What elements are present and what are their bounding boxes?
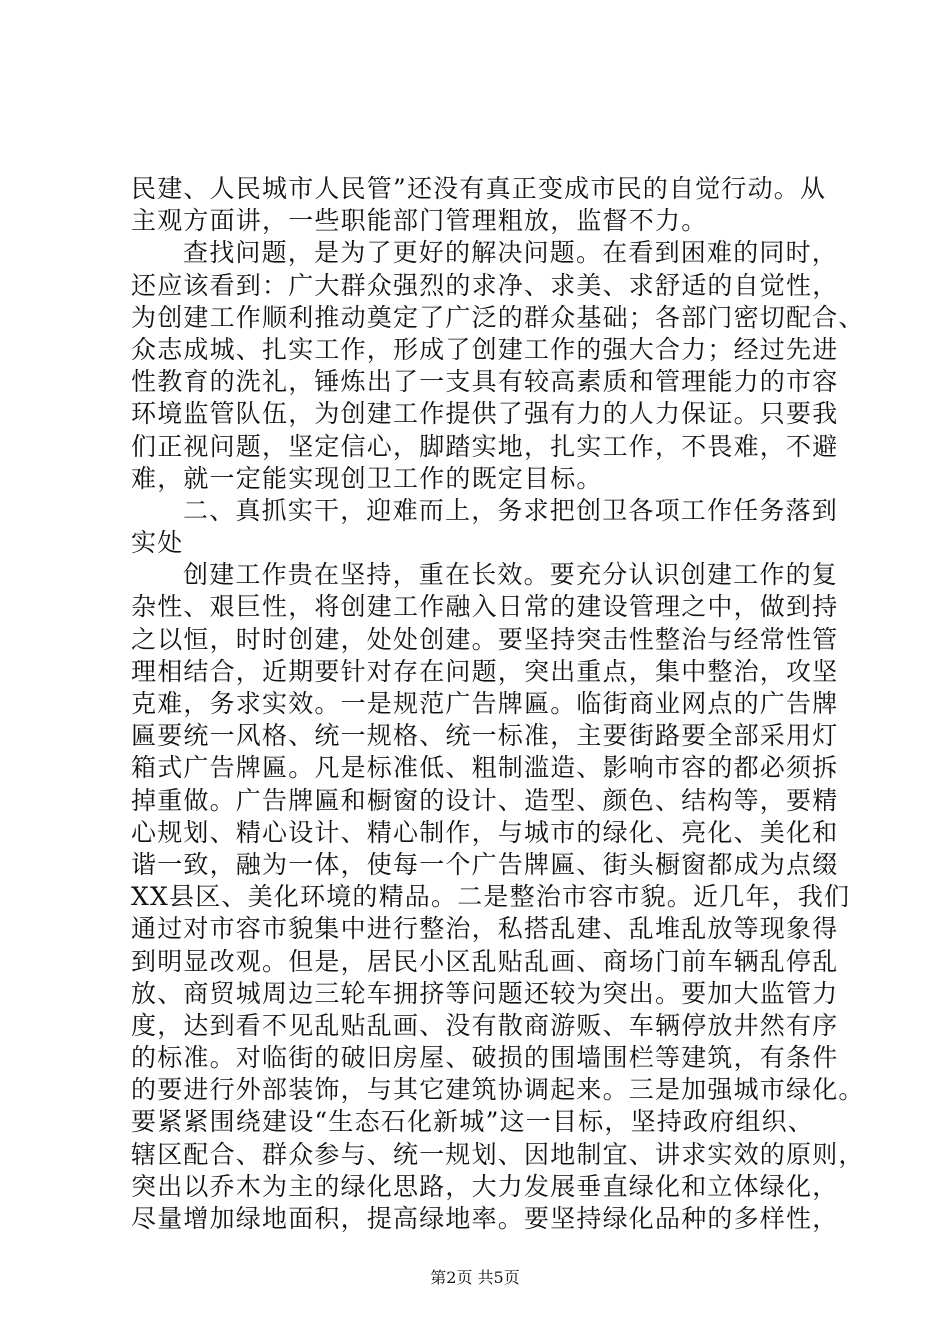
text-line: 杂性、艰巨性，将创建工作融入日常的建设管理之中，做到持	[131, 592, 839, 622]
text-line: 突出以乔木为主的绿化思路，大力发展垂直绿化和立体绿化，	[131, 1171, 839, 1201]
text-line: 的标准。对临街的破旧房屋、破损的围墙围栏等建筑，有条件	[131, 1043, 839, 1073]
section-heading-continued: 实处	[131, 528, 184, 558]
section-heading: 二、真抓实干，迎难而上，务求把创卫各项工作任务落到	[183, 495, 839, 525]
text-line: 心规划、精心设计、精心制作，与城市的绿化、亮化、美化和	[131, 817, 839, 847]
text-line: 众志成城、扎实工作，形成了创建工作的强大合力；经过先进	[131, 334, 839, 364]
text-line: 们正视问题，坚定信心，脚踏实地，扎实工作，不畏难，不避	[131, 431, 839, 461]
text-line: 通过对市容市貌集中进行整治，私搭乱建、乱堆乱放等现象得	[131, 914, 839, 944]
paragraph-start: 创建工作贵在坚持，重在长效。要充分认识创建工作的复	[183, 560, 839, 590]
text-line: 辖区配合、群众参与、统一规划、因地制宜、讲求实效的原则，	[131, 1139, 865, 1169]
text-line: 环境监管队伍，为创建工作提供了强有力的人力保证。只要我	[131, 399, 839, 429]
text-line: 主观方面讲，一些职能部门管理粗放，监督不力。	[131, 206, 708, 236]
text-line: 匾要统一风格、统一规格、统一标准，主要街路要全部采用灯	[131, 721, 839, 751]
text-line: 难，就一定能实现创卫工作的既定目标。	[131, 463, 603, 493]
text-line: 尽量增加绿地面积，提高绿地率。要坚持绿化品种的多样性，	[131, 1204, 839, 1233]
text-line: 克难，务求实效。一是规范广告牌匾。临街商业网点的广告牌	[131, 689, 839, 718]
text-line: 放、商贸城周边三轮车拥挤等问题还较为突出。要加大监管力	[131, 978, 839, 1008]
text-line: 掉重做。广告牌匾和橱窗的设计、造型、颜色、结构等，要精	[131, 785, 839, 815]
text-line: 为创建工作顺利推动奠定了广泛的群众基础；各部门密切配合、	[131, 302, 865, 332]
document-body	[131, 173, 865, 1235]
text-line: 要紧紧围绕建设“生态石化新城”这一目标，坚持政府组织、	[131, 1107, 814, 1137]
text-line: 还应该看到：广大群众强烈的求净、求美、求舒适的自觉性，	[131, 270, 839, 300]
text-line: 理相结合，近期要针对存在问题，突出重点，集中整治，攻坚	[131, 656, 839, 686]
text-line: XX县区、美化环境的精品。二是整治市容市貌。近几年，我们	[131, 882, 851, 912]
text-line: 民建、人民城市人民管”还没有真正变成市民的自觉行动。从	[131, 174, 827, 203]
text-line: 谐一致，融为一体，使每一个广告牌匾、街头橱窗都成为点缀	[131, 849, 839, 879]
text-line: 性教育的洗礼，锤炼出了一支具有较高素质和管理能力的市容	[131, 367, 839, 397]
page-number-footer: 第2页 共5页	[430, 1268, 520, 1287]
paragraph-start: 查找问题，是为了更好的解决问题。在看到困难的同时，	[183, 238, 839, 268]
text-line: 到明显改观。但是，居民小区乱贴乱画、商场门前车辆乱停乱	[131, 946, 839, 976]
text-line: 之以恒，时时创建，处处创建。要坚持突击性整治与经常性管	[131, 624, 839, 654]
text-line: 的要进行外部装饰，与其它建筑协调起来。三是加强城市绿化。	[131, 1075, 865, 1105]
text-line: 度，达到看不见乱贴乱画、没有散商游贩、车辆停放井然有序	[131, 1010, 839, 1040]
text-line: 箱式广告牌匾。凡是标准低、粗制滥造、影响市容的都必须拆	[131, 753, 839, 783]
